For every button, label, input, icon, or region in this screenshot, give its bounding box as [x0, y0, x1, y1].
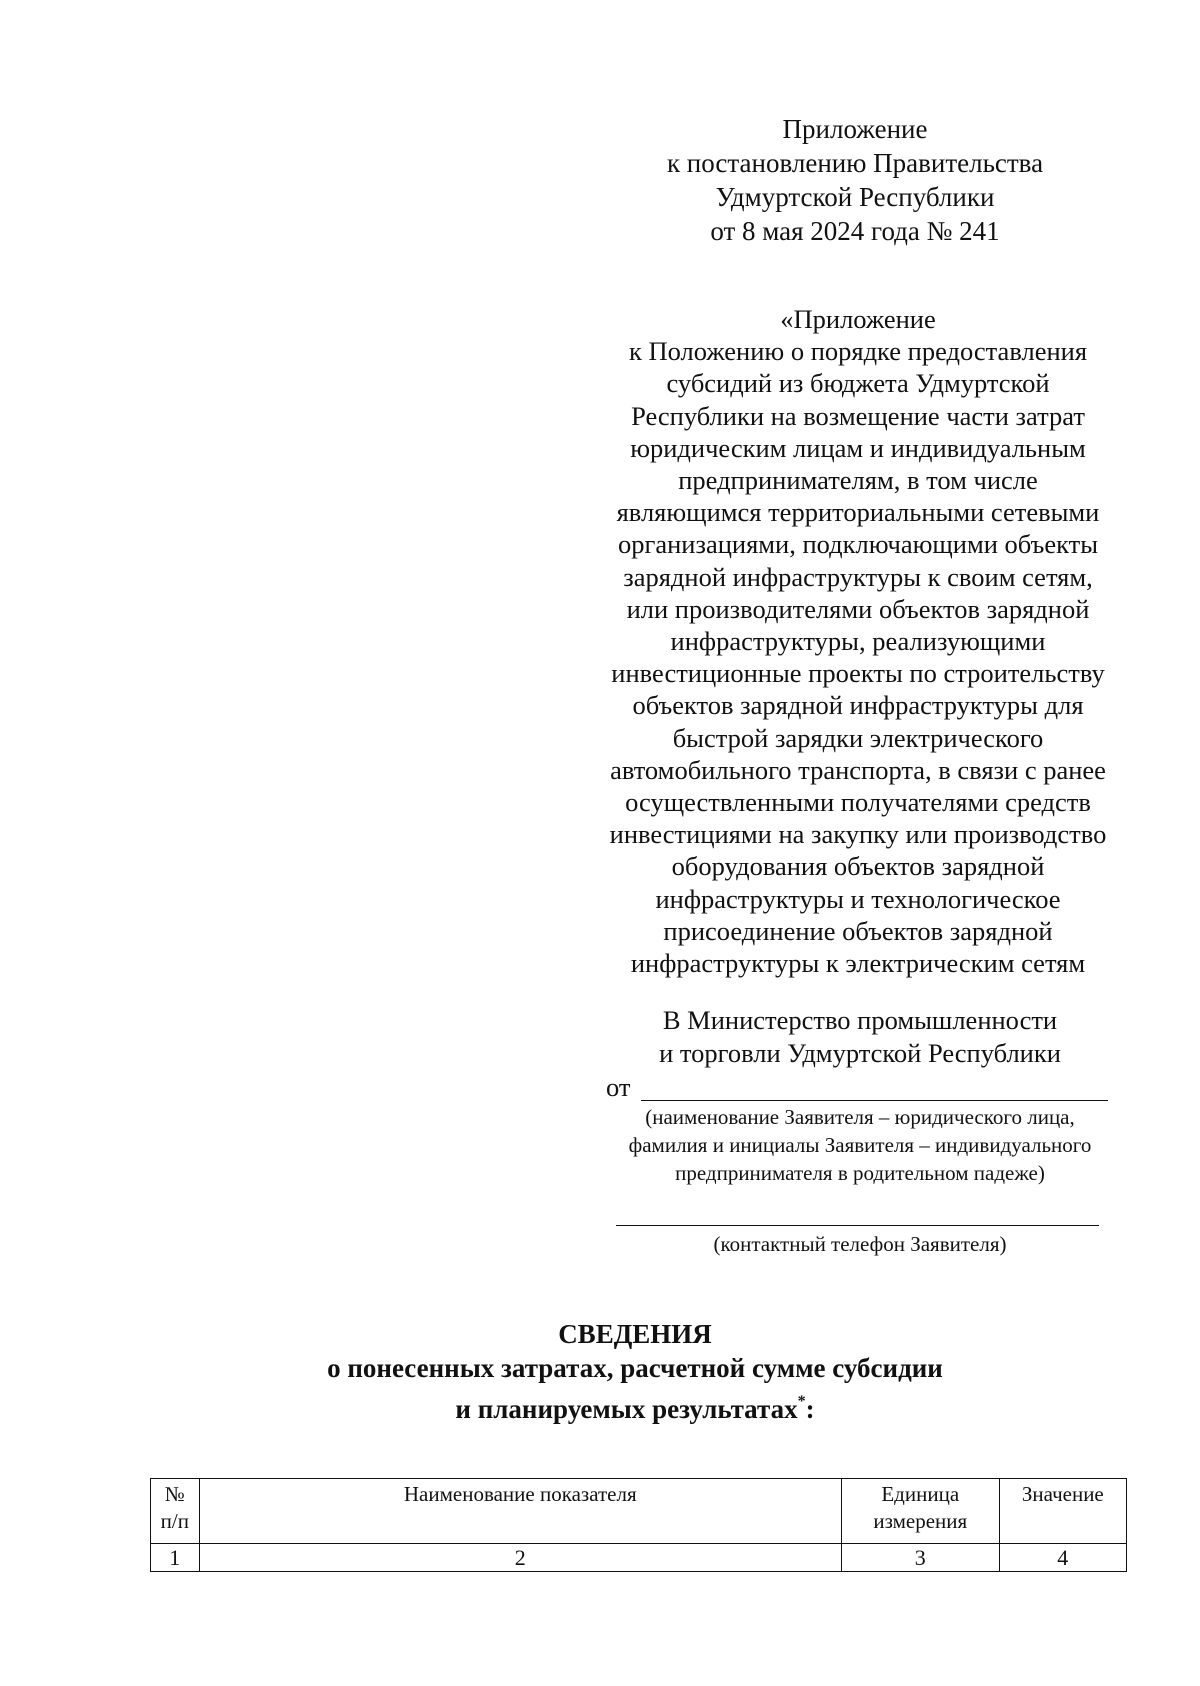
table-header-row: [151, 1479, 1127, 1544]
sub-appendix-line: к Положению о порядке предоставления: [628, 336, 1088, 367]
addressee-block: [600, 1004, 1120, 1070]
caption-line: предпринимателя в родительном падеже): [675, 1161, 1045, 1185]
caption-line: фамилия и инициалы Заявителя – индивидуального: [628, 1133, 1092, 1157]
column-header-indicator: [199, 1479, 841, 1544]
applicant-name-field: [641, 1100, 1108, 1101]
header-line: от 8 мая 2024 года № 241: [710, 216, 1000, 246]
sub-appendix-line: инвестиционные проекты по строительству: [611, 658, 1105, 689]
column-header-value: [999, 1479, 1126, 1544]
sub-appendix-line: осуществленными получателями средств: [625, 787, 1091, 818]
column-header-number: [151, 1479, 200, 1544]
column-header-label: измерения: [873, 1509, 968, 1533]
column-header-label: Наименование показателя: [403, 1482, 637, 1506]
table-cell: 3: [841, 1544, 999, 1572]
sub-appendix-line: предпринимателям, в том числе: [678, 465, 1038, 496]
caption-line: (контактный телефон Заявителя): [713, 1232, 1007, 1256]
sub-appendix-line: оборудования объектов зарядной: [671, 851, 1045, 882]
sub-appendix-line: организациями, подключающими объекты: [617, 529, 1098, 560]
appendix-header: [620, 112, 1090, 248]
header-line: Приложение: [782, 114, 928, 144]
heading-line: о понесенных затратах, расчетной сумме субсидии: [327, 1353, 943, 1383]
sub-appendix-line: быстрой зарядки электрического: [672, 722, 1044, 753]
sub-appendix-line: присоединение объектов зарядной: [663, 915, 1053, 946]
sub-appendix-line: инфраструктуры к электрическим сетям: [630, 948, 1086, 979]
header-line: Удмуртской Республики: [715, 182, 995, 212]
footnote-mark: *: [797, 1393, 806, 1410]
heading-title: СВЕДЕНИЯ: [558, 1319, 712, 1349]
column-header-unit: [841, 1479, 999, 1544]
addressee-line: В Министерство промышленности: [662, 1005, 1058, 1035]
heading-line-3: [150, 1385, 1120, 1426]
sub-appendix-line: объектов зарядной инфраструктуры для: [632, 690, 1084, 721]
column-header-label: Единица: [881, 1482, 960, 1506]
addressee-line: и торговли Удмуртской Республики: [659, 1038, 1061, 1068]
sub-appendix-line: или производителями объектов зарядной: [626, 593, 1090, 624]
sub-appendix-line: инвестициями на закупку или производство: [609, 819, 1107, 850]
applicant-phone-field: [616, 1225, 1099, 1226]
indicators-table: [150, 1478, 1127, 1572]
column-header-label: №: [164, 1482, 185, 1506]
heading-colon: :: [805, 1394, 815, 1424]
sub-appendix-line: автомобильного транспорта, в связи с ранее: [610, 754, 1106, 785]
column-header-label: Значение: [1021, 1482, 1104, 1506]
table-row: [151, 1544, 1127, 1572]
sub-appendix-line: Республики на возмещение части затрат: [631, 400, 1085, 431]
table-cell: 2: [199, 1544, 841, 1572]
sub-appendix-line: юридическим лицам и индивидуальным: [630, 432, 1086, 463]
sub-appendix-line: зарядной инфраструктуры к своим сетям,: [623, 561, 1093, 592]
table-cell: 4: [999, 1544, 1126, 1572]
from-label: от: [606, 1072, 631, 1102]
header-line: к постановлению Правительства: [666, 148, 1044, 178]
table-cell: 1: [151, 1544, 200, 1572]
document-heading: [150, 1317, 1120, 1426]
column-header-label: п/п: [160, 1509, 189, 1533]
caption-line: (наименование Заявителя – юридического лица,: [645, 1105, 1075, 1129]
sub-appendix-line: субсидий из бюджета Удмуртской: [666, 368, 1050, 399]
sub-appendix-line: инфраструктуры, реализующими: [670, 626, 1046, 657]
sub-appendix-line: «Приложение: [780, 304, 936, 334]
sub-appendix-line: инфраструктуры и технологическое: [655, 883, 1061, 914]
sub-appendix: [578, 303, 1138, 979]
applicant-phone-caption: [600, 1230, 1120, 1258]
heading-text: и планируемых результатах: [455, 1394, 798, 1424]
sub-appendix-line: являющимся территориальными сетевыми: [616, 497, 1100, 528]
applicant-name-caption: [585, 1103, 1135, 1187]
